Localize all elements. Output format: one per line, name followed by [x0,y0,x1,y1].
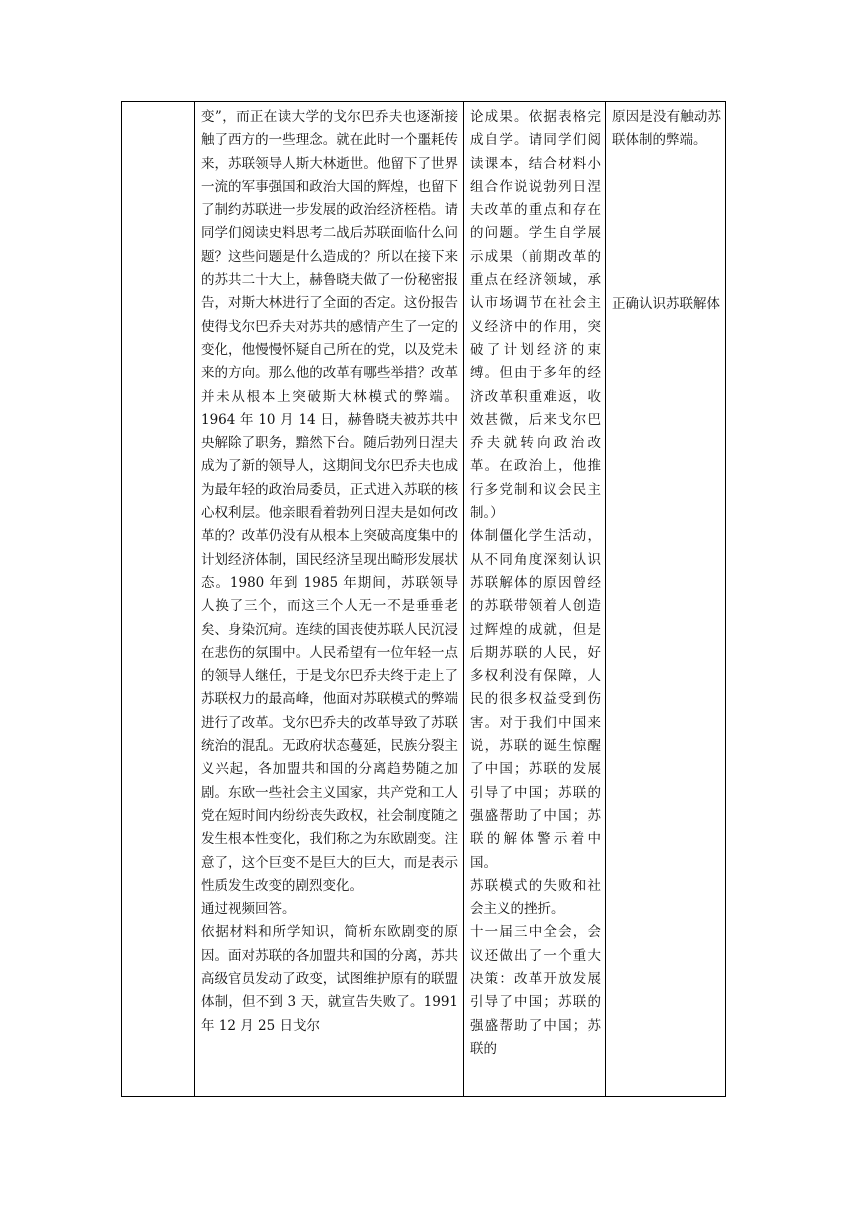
student-paragraph: 苏联模式的失败和社会主义的挫折。 [470,877,601,918]
table-cell-empty [122,102,195,1097]
teacher-paragraph: 通过视频回答。 [201,901,296,918]
teacher-activity-text [195,102,463,1038]
cell-text [122,102,194,106]
teacher-paragraph: 依据材料和所学知识，简析东欧剧变的原因。面对苏联的各加盟共和国的分离，苏共高级官员发动了政变，试图维护原有的联盟体制，但不到 3 天，就宣告失败了。1991 年 12 月 25 日戈尔 [201,924,458,1034]
teacher-paragraph: 变”，而正在读大学的戈尔巴乔夫也逐渐接触了西方的一些理念。就在此时一个噩耗传来，苏联领导人斯大林逝世。他留下了世界一流的军事强国和政治大国的辉煌，也留下了制约苏联进一步发展的政治经济桎梏。请同学们阅读史料思考二战后苏联面临什么问题？这些问题是什么造成的？所以在接下来的苏共二十大上，赫鲁晓夫做了一份秘密报告，对斯大林进行了全面的否定。这份报告使得戈尔巴乔夫对苏共的感情产生了一定的变化，他慢慢怀疑自己所在的党，以及党未来的方向。那么他的改革有哪些举措？改革并未从根本上突破斯大林模式的弊端。1964 年 10 月 14 日，赫鲁晓夫被苏共中央解除了职务，黯然下台。随后勃列日涅夫成为了新的领导人，这期间戈尔巴乔夫也成为最年轻的政治局委员，正式进入苏联的核心权利层。他亲眼看着勃列日涅夫是如何改革的？改革仍没有从根本上突破高度集中的计划经济体制，国民经济呈现出畸形发展状态。1980 年到 1985 年期间，苏联领导人换了三个，而这三个人无一不是垂垂老矣、身染沉疴。连续的国丧使苏联人民沉浸在悲伤的氛围中。人民希望有一位年轻一点的领导人继任，于是戈尔巴乔夫终于走上了苏联权力的最高峰，他面对苏联模式的弊端进行了改革。戈尔巴乔夫的改革导致了苏联统治的混乱。无政府状态蔓延，民族分裂主义兴起，各加盟共和国的分离趋势随之加剧。东欧一些社会主义国家，共产党和工人党在短时间内纷纷丧失政权，社会制度随之发生根本性变化，我们称之为东欧剧变。注意了，这个巨变不是巨大的巨大，而是表示性质发生改变的剧烈变化。 [201,109,458,894]
table-row [122,102,726,1097]
table-cell-design-intent [606,102,726,1097]
student-paragraph: 体制僵化学生活动，从不同角度深刻认识苏联解体的原因曾经的苏联带领着人创造过辉煌的成就，但是后期苏联的人民，好多权利没有保障，人民的很多权益受到伤害。对于我们中国来说，苏联的诞生惊醒了中国；苏联的发展引导了中国；苏联的强盛帮助了中国；苏联的解体警示着中国。 [470,528,601,871]
lesson-plan-table [121,101,726,1097]
table-cell-student-activity [464,102,606,1097]
intent-paragraph: 正确认识苏联解体 [612,295,720,312]
intent-paragraph: 原因是没有触动苏联体制的弊端。 [612,109,721,149]
student-activity-text [464,102,605,1061]
student-paragraph: 论成果。依据表格完成自学。请同学们阅读课本，结合材料小组合作说说勃列日涅夫改革的重点和存在的问题。学生自学展示成果（前期改革的重点在经济领域，承认市场调节在社会主义经济中的作用，突破了计划经济的束缚。但由于多年的经济改革积重难返，收效甚微，后来戈尔巴乔夫就转向政治改革。在政治上，他推行多党制和议会民主制。） [470,109,601,522]
table-cell-teacher-activity [195,102,464,1097]
design-intent-text [606,102,725,316]
student-paragraph: 十一届三中全会，会议还做出了一个重大决策：改革开放发展引导了中国；苏联的强盛帮助了中国；苏联的 [470,924,601,1057]
spacer [612,153,721,293]
